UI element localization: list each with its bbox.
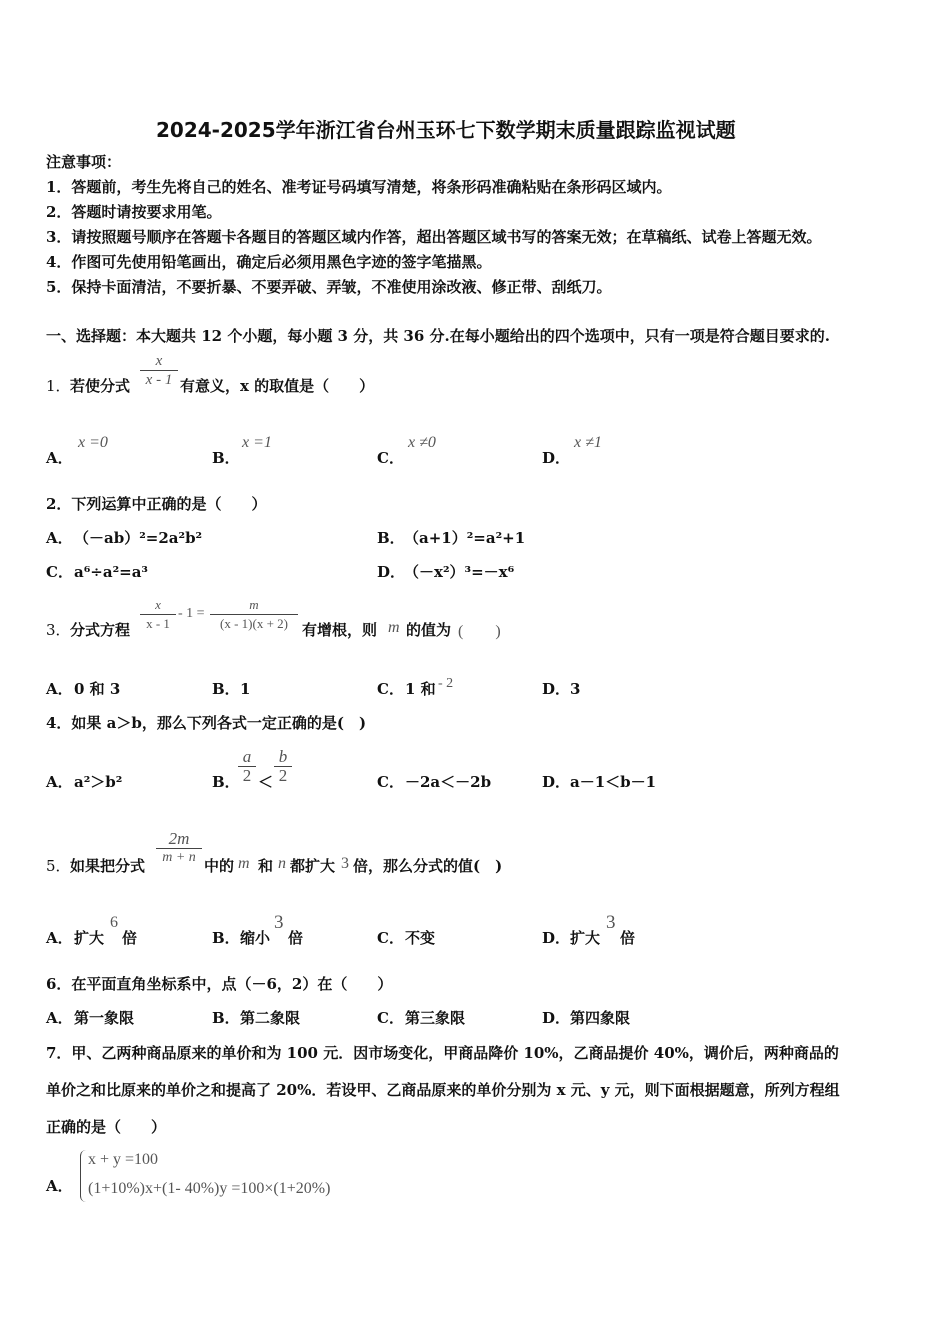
question-text: 若使分式 [70, 377, 131, 395]
fraction-denominator: 2 [242, 766, 252, 785]
option-label: A． [46, 680, 73, 698]
option-label: B． [212, 773, 240, 791]
question-text: 4．如果 a＞b，那么下列各式一定正确的是( ) [46, 714, 367, 732]
option-label: C． [377, 773, 404, 791]
notice-item: 4．作图可先使用铅笔画出，确定后必须用黑色字迹的签字笔描黑。 [46, 253, 492, 271]
option-label: D． [542, 773, 571, 791]
option-label: A． [46, 1009, 73, 1027]
fraction [238, 748, 256, 785]
option-c[interactable]: x ≠0 [408, 434, 436, 451]
option-d-unit: 倍 [620, 929, 636, 947]
option-label: A． [46, 1177, 73, 1195]
question-text: 的值为 [406, 621, 452, 639]
question-number: 5． [46, 857, 71, 875]
option-label: C． [46, 563, 73, 581]
question-text: 2．下列运算中正确的是（ ） [46, 495, 267, 513]
option-b[interactable]: 1 [240, 680, 251, 698]
option-d[interactable]: （－x²）³=－x⁶ [404, 563, 515, 581]
option-a[interactable]: 扩大 [74, 929, 105, 947]
option-c[interactable]: －2a＜－2b [405, 773, 492, 791]
option-b-unit: 倍 [288, 929, 304, 947]
fraction-numerator: a [242, 747, 252, 766]
option-c-value: - 2 [438, 676, 454, 691]
fraction-denominator: x - 1 [145, 372, 173, 388]
option-a-unit: 倍 [122, 929, 138, 947]
question-text: 7．甲、乙两种商品原来的单价和为 100 元．因市场变化，甲商品降价 10%，乙商品提价 40%，调价后，两种商品的 [46, 1044, 839, 1062]
fraction [210, 596, 298, 633]
fraction-denominator: x - 1 [146, 616, 170, 631]
option-b[interactable]: x =1 [242, 434, 272, 451]
question-text: 6．在平面直角坐标系中，点（－6，2）在（ ） [46, 975, 393, 993]
option-label: B． [212, 680, 240, 698]
notice-item: 3．请按照题号顺序在答题卡各题目的答题区域内作答，超出答题区域书写的答案无效；在草稿纸、试卷上答题无效。 [46, 228, 822, 246]
option-label: C． [377, 680, 404, 698]
fraction-numerator: x [155, 353, 163, 369]
option-label: C． [377, 929, 404, 947]
fraction-denominator: m + n [162, 850, 196, 865]
section-heading: 一、选择题：本大题共 12 个小题，每小题 3 分，共 36 分.在每小题给出的四个选项中，只有一项是符合题目要求的. [46, 327, 830, 345]
fraction-numerator: m [249, 597, 259, 612]
question-text: 如果把分式 [70, 857, 146, 875]
option-a-value: 6 [110, 914, 118, 931]
question-text: 单价之和比原来的单价之和提高了 20%．若设甲、乙商品原来的单价分别为 x 元、y 元，则下面根据题意，所列方程组 [46, 1081, 840, 1099]
option-a[interactable]: x =0 [78, 434, 108, 451]
question-text: 都扩大 [290, 857, 336, 875]
notice-item: 1．答题前，考生先将自己的姓名、准考证号码填写清楚，将条形码准确粘贴在条形码区域内。 [46, 178, 672, 196]
fraction [274, 748, 292, 785]
option-d[interactable]: 扩大 [570, 929, 601, 947]
option-b-operator[interactable]: ＜ [258, 773, 274, 791]
option-d[interactable]: 3 [570, 680, 581, 698]
option-label: A． [46, 529, 73, 547]
option-b[interactable]: 第二象限 [240, 1009, 301, 1027]
option-a[interactable]: （－ab）²=2a²b² [74, 529, 203, 547]
option-a[interactable]: 第一象限 [74, 1009, 135, 1027]
notice-heading: 注意事项： [46, 153, 122, 171]
option-b[interactable]: （a+1）²=a²+1 [404, 529, 526, 547]
option-b-value: 3 [274, 912, 284, 933]
fraction-denominator: (x - 1)(x + 2) [220, 616, 288, 631]
option-label: C． [377, 1009, 404, 1027]
option-label: B． [212, 449, 240, 467]
question-number: 1． [46, 377, 71, 395]
fraction-numerator: x [155, 597, 161, 612]
factor-value: 3 [341, 855, 349, 872]
fraction-numerator: 2m [168, 829, 190, 848]
question-text: 有意义，x 的取值是（ ） [180, 377, 375, 395]
option-label: D． [377, 563, 406, 581]
option-label: A． [46, 773, 73, 791]
variable: n [278, 855, 286, 872]
option-c[interactable]: a⁶÷a²=a³ [74, 563, 149, 581]
option-c[interactable]: 1 和 [405, 680, 436, 698]
option-c[interactable]: 第三象限 [405, 1009, 466, 1027]
option-d-value: 3 [606, 912, 616, 933]
fraction [140, 596, 176, 633]
option-d[interactable]: x ≠1 [574, 434, 602, 451]
option-label: A． [46, 929, 73, 947]
fraction [140, 352, 178, 389]
question-number: 3． [46, 621, 71, 639]
option-label: B． [212, 1009, 240, 1027]
notice-item: 5．保持卡面清洁，不要折暴、不要弄破、弄皱，不准使用涂改液、修正带、刮纸刀。 [46, 278, 612, 296]
option-a[interactable]: 0 和 3 [74, 680, 121, 698]
variable: m [388, 619, 400, 636]
option-label: A． [46, 449, 73, 467]
fraction-numerator: b [278, 747, 288, 766]
question-text: 中的 [204, 857, 235, 875]
option-label: D． [542, 449, 571, 467]
variable: m [238, 855, 250, 872]
answer-paren: ( ) [458, 623, 501, 640]
question-text: 倍，那么分式的值( ) [353, 857, 503, 875]
fraction-denominator: 2 [278, 766, 288, 785]
option-d[interactable]: 第四象限 [570, 1009, 631, 1027]
equation-text: - 1 = [178, 606, 205, 621]
option-a[interactable]: a²＞b² [74, 773, 123, 791]
option-b[interactable]: 缩小 [240, 929, 271, 947]
question-text: 分式方程 [70, 621, 131, 639]
option-label: C． [377, 449, 404, 467]
option-c[interactable]: 不变 [405, 929, 436, 947]
option-label: B． [377, 529, 405, 547]
notice-item: 2．答题时请按要求用笔。 [46, 203, 222, 221]
question-text: 有增根，则 [302, 621, 378, 639]
option-label: D． [542, 929, 571, 947]
option-d[interactable]: a－1＜b－1 [570, 773, 657, 791]
option-a-equation-1[interactable]: x + y =100 [88, 1151, 159, 1168]
option-a-equation-2[interactable]: (1+10%)x+(1- 40%)y =100×(1+20%) [88, 1180, 331, 1197]
equation-brace [80, 1150, 87, 1202]
page-title: 2024-2025学年浙江省台州玉环七下数学期末质量跟踪监视试题 [156, 118, 736, 142]
fraction [156, 830, 202, 867]
option-label: B． [212, 929, 240, 947]
question-text: 正确的是（ ） [46, 1118, 167, 1136]
option-label: D． [542, 1009, 571, 1027]
option-label: D． [542, 680, 571, 698]
question-text: 和 [258, 857, 274, 875]
